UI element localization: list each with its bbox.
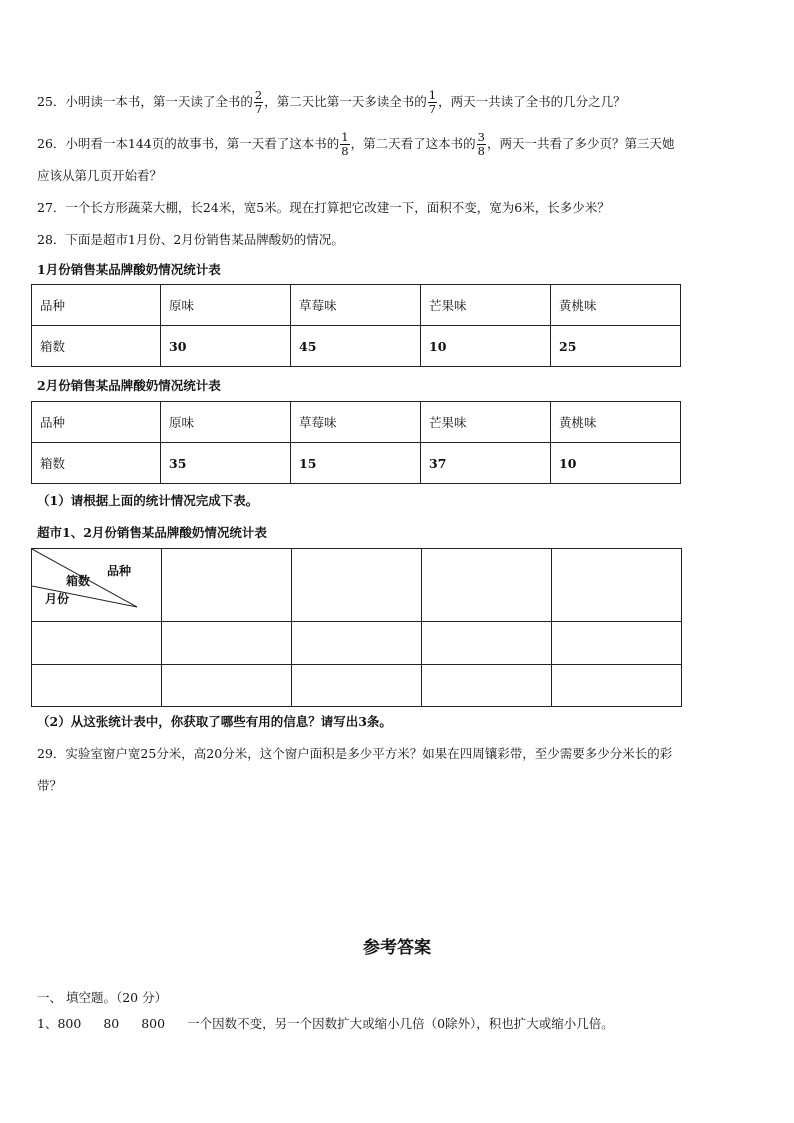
table-cell: 45	[291, 326, 421, 367]
sub-question-1: （1）请根据上面的统计情况完成下表。	[37, 493, 259, 508]
answers-title: 参考答案	[363, 938, 431, 958]
table-cell: 箱数	[32, 443, 161, 484]
answer-1	[37, 1016, 614, 1032]
table-cell: 25	[551, 326, 681, 367]
diagonal-lines	[32, 549, 161, 621]
table-feb-caption: 2月份销售某品牌酸奶情况统计表	[37, 378, 221, 393]
table-row	[32, 443, 681, 484]
question-28: 28．下面是超市1月份、2月份销售某品牌酸奶的情况。	[37, 232, 344, 247]
answers-section: 一、 填空题。（20 分）	[37, 990, 168, 1005]
table-cell[interactable]	[162, 665, 292, 707]
diag-label-variety: 品种	[107, 564, 132, 578]
fraction-1-8: $\frac{1}{8}$	[341, 130, 349, 158]
table-cell: 草莓味	[291, 402, 421, 443]
table-cell: 箱数	[32, 326, 161, 367]
table-cell[interactable]	[292, 549, 422, 622]
table-cell: 黄桃味	[551, 285, 681, 326]
table-cell[interactable]	[162, 622, 292, 665]
diagonal-header	[32, 549, 161, 621]
q26-text-b: ，第二天看了这本书的	[350, 136, 476, 151]
question-29-continuation: 带？	[37, 778, 63, 793]
answer-1-value-3: 800	[141, 1016, 166, 1031]
table-cell[interactable]	[32, 665, 162, 707]
answer-1-value-2: 80	[103, 1016, 120, 1031]
question-26	[37, 131, 674, 158]
table-cell: 黄桃味	[551, 402, 681, 443]
q25-text-b: ，第二天比第一天多读全书的	[264, 94, 427, 109]
table-cell[interactable]	[162, 549, 292, 622]
sub-question-2: （2）从这张统计表中，你获取了哪些有用的信息？请写出3条。	[37, 714, 392, 729]
diag-label-month: 月份	[45, 592, 70, 606]
fraction-2-7: $\frac{2}{7}$	[254, 88, 263, 116]
table-cell: 35	[161, 443, 291, 484]
table-cell[interactable]	[32, 622, 162, 665]
table-combined	[31, 548, 682, 707]
table-cell[interactable]	[292, 665, 422, 707]
question-25	[37, 89, 626, 116]
table-jan	[31, 284, 681, 367]
table-jan-caption: 1月份销售某品牌酸奶情况统计表	[37, 262, 221, 277]
table-cell: 草莓味	[291, 285, 421, 326]
table-cell[interactable]	[552, 549, 682, 622]
table-cell: 37	[421, 443, 551, 484]
table-cell[interactable]	[422, 665, 552, 707]
q26-text-c: ，两天一共看了多少页？第三天她	[486, 136, 675, 151]
table-cell: 15	[291, 443, 421, 484]
table-combined-caption: 超市1、2月份销售某品牌酸奶情况统计表	[37, 525, 267, 540]
table-row	[32, 326, 681, 367]
table-cell[interactable]	[422, 549, 552, 622]
table-cell: 品种	[32, 402, 161, 443]
table-cell[interactable]	[552, 665, 682, 707]
table-cell: 原味	[161, 402, 291, 443]
table-row	[32, 665, 682, 707]
table-row	[32, 402, 681, 443]
answer-1-label: 1、800	[37, 1016, 82, 1031]
fraction-3-8: $\frac{3}{8}$	[477, 130, 485, 158]
table-cell: 芒果味	[421, 402, 551, 443]
table-cell: 原味	[161, 285, 291, 326]
table-cell[interactable]	[292, 622, 422, 665]
table-row	[32, 285, 681, 326]
q26-text-a: 26．小明看一本144页的故事书，第一天看了这本书的	[37, 136, 340, 151]
table-feb	[31, 401, 681, 484]
question-26-continuation: 应该从第几页开始看？	[37, 168, 163, 183]
table-cell: 10	[551, 443, 681, 484]
table-cell[interactable]	[422, 622, 552, 665]
table-cell[interactable]	[552, 622, 682, 665]
diag-label-boxes: 箱数	[66, 574, 91, 588]
diagonal-header-cell	[32, 549, 162, 622]
table-cell: 芒果味	[421, 285, 551, 326]
answer-1-explanation: 一个因数不变，另一个因数扩大或缩小几倍（0除外），积也扩大或缩小几倍。	[187, 1016, 614, 1031]
q25-text-c: ，两天一共读了全书的几分之几？	[438, 94, 626, 109]
question-27: 27．一个长方形蔬菜大棚，长24米，宽5米。现在打算把它改建一下，面积不变，宽为6米，长多少米？	[37, 200, 610, 215]
table-cell: 品种	[32, 285, 161, 326]
fraction-1-7: $\frac{1}{7}$	[428, 88, 437, 116]
q25-text-a: 25．小明读一本书，第一天读了全书的	[37, 94, 253, 109]
table-cell: 30	[161, 326, 291, 367]
table-cell: 10	[421, 326, 551, 367]
table-row	[32, 549, 682, 622]
question-29: 29．实验室窗户宽25分米，高20分米，这个窗户面积是多少平方米？如果在四周镶彩带，至少需要多少分米长的彩	[37, 746, 673, 761]
table-row	[32, 622, 682, 665]
